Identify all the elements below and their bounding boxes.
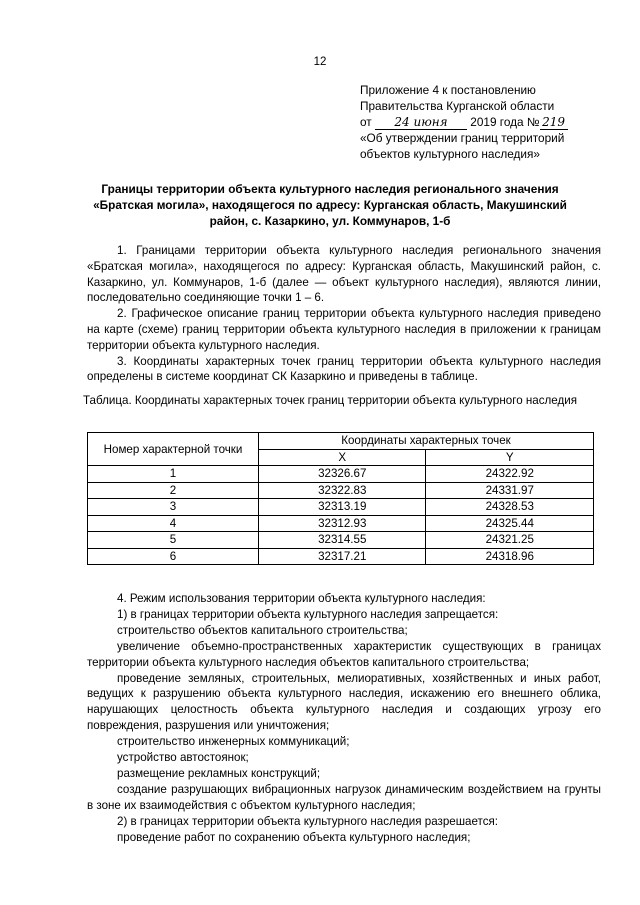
regime-item: 1) в границах территории объекта культурного наследия запрещается: bbox=[117, 607, 499, 621]
coord-y: 24328.53 bbox=[426, 499, 594, 516]
regime-item: строительство объектов капитального строительства; bbox=[117, 623, 408, 637]
coord-x: 32326.67 bbox=[259, 466, 426, 483]
col-point-number-header: Номер характерной точки bbox=[88, 433, 259, 466]
point-number: 5 bbox=[88, 532, 259, 549]
annex-line-1: Приложение 4 к постановлению bbox=[360, 83, 536, 97]
paragraph-2: 2. Графическое описание границ территории объекта культурного наследия приведено на карте (схеме) границ территории объекта культурного наследия в приложении к границам территории объекта культурного наследия. bbox=[87, 307, 601, 352]
intro-paragraphs bbox=[87, 243, 601, 385]
col-x-header: X bbox=[259, 449, 426, 466]
annex-date-prefix: от bbox=[360, 115, 372, 129]
annex-block bbox=[360, 82, 610, 162]
regime-item: 4. Режим использования территории объекта культурного наследия: bbox=[117, 592, 486, 605]
col-y-header: Y bbox=[426, 449, 594, 466]
coord-x: 32312.93 bbox=[259, 515, 426, 532]
point-number: 4 bbox=[88, 515, 259, 532]
table-row bbox=[88, 466, 594, 483]
point-number: 3 bbox=[88, 499, 259, 516]
coord-y: 24331.97 bbox=[426, 482, 594, 499]
paragraph-1: 1. Границами территории объекта культурного наследия регионального значения «Братская могила», находящегося по адресу: Курганская область, Макушинский район, с. Казаркино, ул. Коммунаров, 1-б (далее — объект культурного наследия), являются линии, последовательно соединяющие точки 1 – 6. bbox=[87, 244, 601, 305]
coord-x: 32313.19 bbox=[259, 499, 426, 516]
coord-y: 24318.96 bbox=[426, 548, 594, 565]
regime-item: проведение земляных, строительных, мелиоративных, хозяйственных и иных работ, ведущих к разрушению объекта культурного наследия, искажению его внешнего облика, нарушающих целостность объекта культурного наследия и создающих угрозу его повреждения, разрушения или уничтожения; bbox=[87, 671, 601, 733]
document-title: Границы территории объекта культурного наследия регионального значения «Братская могила», находящегося по адресу: Курганская область, Макушинский район, с. Казаркино, ул. Коммунаров, 1-б bbox=[93, 182, 567, 228]
point-number: 6 bbox=[88, 548, 259, 565]
coord-x: 32322.83 bbox=[259, 482, 426, 499]
col-coordinates-header: Координаты характерных точек bbox=[259, 433, 594, 450]
point-number: 2 bbox=[88, 482, 259, 499]
table-row bbox=[88, 482, 594, 499]
regime-item: увеличение объемно-пространственных характеристик существующих в границах территории объекта культурного наследия объектов капитального строительства; bbox=[87, 639, 601, 669]
coord-x: 32317.21 bbox=[259, 548, 426, 565]
handwritten-date: 24 июня bbox=[375, 116, 467, 130]
table-caption: Таблица. Координаты характерных точек границ территории объекта культурного наследия bbox=[82, 394, 577, 407]
table-row bbox=[88, 515, 594, 532]
coord-y: 24325.44 bbox=[426, 515, 594, 532]
page-number: 12 bbox=[313, 56, 327, 68]
annex-date-suffix: 2019 года № bbox=[470, 115, 540, 129]
table-header-row bbox=[88, 433, 594, 450]
point-number: 1 bbox=[88, 466, 259, 483]
annex-line-4: «Об утверждении границ территорий bbox=[360, 131, 565, 145]
table-row bbox=[88, 548, 594, 565]
coord-y: 24322.92 bbox=[426, 466, 594, 483]
regime-item: проведение работ по сохранению объекта культурного наследия; bbox=[117, 830, 471, 844]
annex-line-5: объектов культурного наследия» bbox=[360, 147, 540, 161]
coordinates-table bbox=[87, 432, 594, 565]
coord-x: 32314.55 bbox=[259, 532, 426, 549]
regime-item: строительство инженерных коммуникаций; bbox=[117, 735, 350, 749]
regime-item: устройство автостоянок; bbox=[117, 751, 249, 765]
table-row bbox=[88, 532, 594, 549]
annex-line-2: Правительства Курганской области bbox=[360, 99, 555, 113]
handwritten-number: 219 bbox=[540, 116, 568, 130]
annex-date-line bbox=[360, 114, 610, 130]
coord-y: 24321.25 bbox=[426, 532, 594, 549]
regime-section bbox=[87, 591, 601, 846]
table-row bbox=[88, 499, 594, 516]
regime-item: создание разрушающих вибрационных нагрузок динамическим воздействием на грунты в зоне их взаимодействия с объектом культурного наследия; bbox=[87, 782, 601, 812]
regime-item: 2) в границах территории объекта культурного наследия разрешается: bbox=[117, 814, 499, 828]
regime-item: размещение рекламных конструкций; bbox=[117, 766, 321, 780]
paragraph-3: 3. Координаты характерных точек границ территории объекта культурного наследия определены в системе координат СК Казаркино и приведены в таблице. bbox=[87, 354, 601, 384]
